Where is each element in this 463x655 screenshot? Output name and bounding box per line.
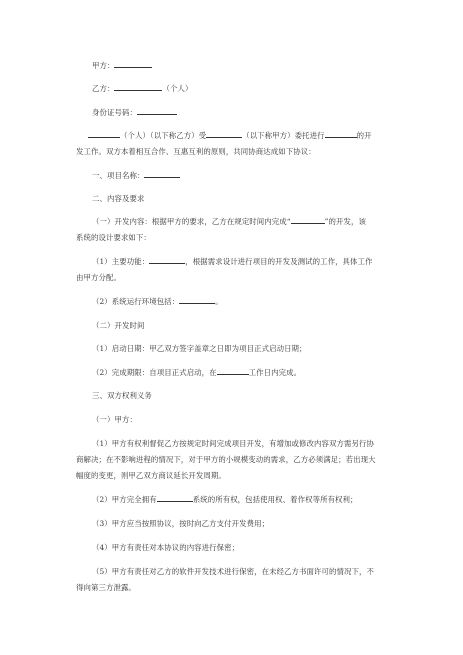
duty-5-line-1: （5）甲方有责任对乙方的软件开发技术进行保密，在未经乙方书面许可的情况下，不 <box>92 567 374 576</box>
main-functions-text-b: ，根据需求设计进行项目的开发及测试的工作，具体工作 <box>185 257 373 266</box>
intro-line-2: 发工作。双方本着相互合作、互惠互利的原则，共同协商达成如下协议： <box>76 147 316 156</box>
deadline-text-b: 工作日内完成。 <box>248 368 302 377</box>
intro-text-1c: 的开 <box>356 131 372 140</box>
duty-5-line-2: 得向第三方泄露。 <box>76 583 136 592</box>
section-2-title: 二、内容及要求 <box>92 194 145 203</box>
dev-content-line-1 <box>92 214 366 229</box>
party-a-label: 甲方： <box>92 61 115 70</box>
duty-2-text-a: （2）甲方完全拥有 <box>92 495 157 504</box>
deadline-text-a: （2）完成期限：自项目正式启动，在 <box>92 368 217 377</box>
party-b-blank <box>114 82 162 91</box>
party-b-label: 乙方： <box>92 84 115 93</box>
deadline-line <box>92 365 301 380</box>
duty-2-blank <box>157 493 193 502</box>
main-functions-text-a: （1）主要功能： <box>92 257 150 266</box>
section-1-line <box>92 168 180 183</box>
duty-4-line: （4）甲方有责任对本协议的内容进行保密； <box>92 543 240 552</box>
main-functions-line-2: 由甲方分配。 <box>76 273 121 282</box>
party-b-line <box>92 81 192 96</box>
duty-2-text-b: 系统的所有权，包括使用权、着作权等所有权利； <box>192 495 358 504</box>
party-a-blank <box>114 59 152 68</box>
dev-time-title: （二）开发时间 <box>92 321 145 330</box>
runtime-env-blank <box>179 295 215 304</box>
main-functions-line-1 <box>92 254 373 269</box>
id-number-label: 身份证号码： <box>92 108 137 117</box>
project-name-blank <box>144 169 180 178</box>
runtime-env-text-b: 。 <box>215 297 223 306</box>
id-number-line <box>92 105 177 120</box>
party-b-suffix: （个人） <box>162 84 193 93</box>
party-a-duties-title: （一）甲方： <box>92 415 137 424</box>
intro-blank-3 <box>325 129 357 138</box>
section-3-title: 三、双方权利义务 <box>92 391 152 400</box>
dev-content-line-2: 系统的设计要求如下： <box>76 233 151 242</box>
duty-1-line-2: 商解决；在不影响进程的情况下，对于甲方的小规模变动的需求，乙方必须满足；若出现大 <box>76 455 376 464</box>
intro-blank-1 <box>88 129 120 138</box>
runtime-env-line <box>92 294 223 309</box>
intro-text-1a: （个人）（以下称乙方）受 <box>120 131 207 140</box>
section-1-title: 一、项目名称： <box>92 171 145 180</box>
intro-blank-2 <box>206 129 242 138</box>
duty-1-line-1: （1）甲方有权利督促乙方按规定时间完成项目开发，有增加或修改内容双方需另行协 <box>92 439 374 448</box>
deadline-blank <box>217 366 249 375</box>
party-a-line <box>92 58 152 73</box>
dev-content-text-b: ”的开发，该 <box>324 217 366 226</box>
runtime-env-text-a: （2）系统运行环境包括： <box>92 297 180 306</box>
duty-3-line: （3）甲方应当按照协议，按时向乙方支付开发费用； <box>92 519 270 528</box>
id-number-blank <box>137 106 177 115</box>
duty-2-line <box>92 492 358 507</box>
main-functions-blank <box>149 255 185 264</box>
dev-content-text-a: （一）开发内容：根据甲方的要求，乙方在规定时间内完成“ <box>92 217 291 226</box>
intro-text-1b: （以下称甲方）委托进行 <box>242 131 325 140</box>
dev-content-blank <box>291 215 325 224</box>
start-date-line: （1）启动日期：甲乙双方签字盖章之日即为项目正式启动日期； <box>92 344 307 353</box>
duty-1-line-3: 幅度的变更，则甲乙双方商议延长开发周期。 <box>76 471 226 480</box>
intro-line-1 <box>88 128 372 143</box>
